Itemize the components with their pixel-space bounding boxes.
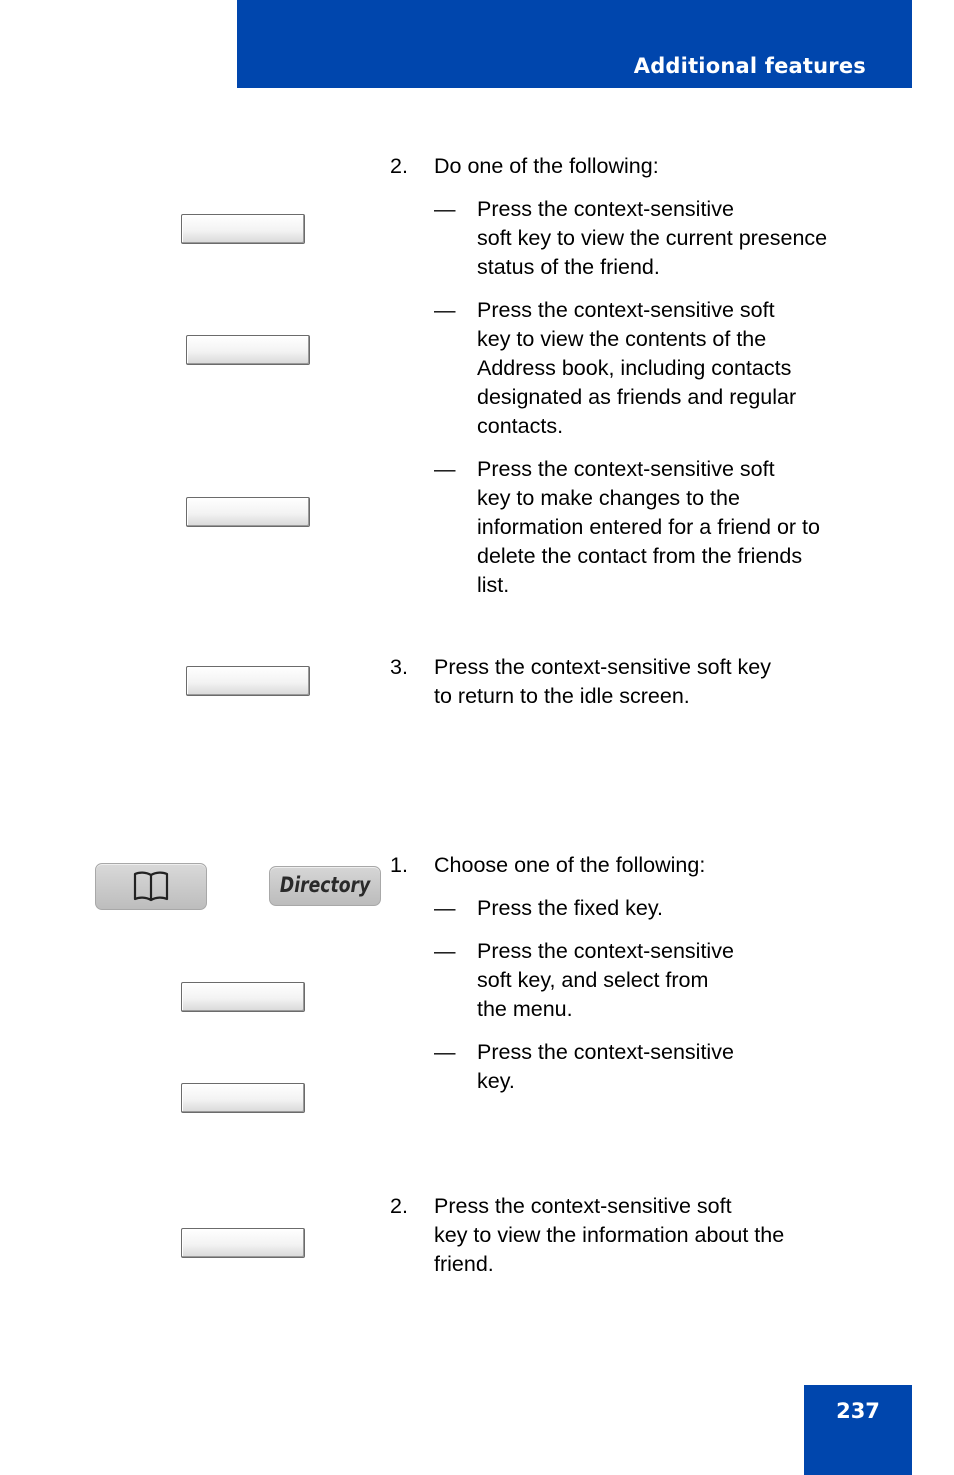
softkey-button[interactable]: [181, 1228, 305, 1258]
list-dash: —: [434, 298, 456, 322]
list-dash: —: [434, 896, 456, 920]
softkey-button[interactable]: [186, 497, 310, 527]
step-text: Choose one of the following:: [434, 853, 706, 877]
list-dash: —: [434, 457, 456, 481]
list-item: Press the context-sensitive soft key to make changes to the information entered for a friend or to delete the contact from the friends list.: [477, 457, 820, 597]
list-item: Press the context-sensitive soft key to view the current presence status of the friend.: [477, 197, 828, 279]
softkey-button[interactable]: [186, 666, 310, 696]
list-dash: —: [434, 197, 456, 221]
page-number-box: [804, 1385, 912, 1475]
list-item: Press the context-sensitive soft key, and select from the menu.: [477, 939, 734, 1021]
list-item: Press the context-sensitive key.: [477, 1040, 734, 1093]
directory-fixed-key[interactable]: [269, 866, 381, 906]
step-number: 2.: [390, 1194, 408, 1218]
softkey-button[interactable]: [186, 335, 310, 365]
step-number: 1.: [390, 853, 408, 877]
list-item: Press the fixed key.: [477, 896, 664, 920]
address-book-fixed-key[interactable]: [95, 863, 207, 910]
step-number: 3.: [390, 655, 408, 679]
section-title: Additional features: [633, 54, 866, 78]
softkey-button[interactable]: [181, 1083, 305, 1113]
softkey-button[interactable]: [181, 214, 305, 244]
step-number: 2.: [390, 154, 408, 178]
step-text: Press the context-sensitive soft key to view the information about the friend.: [434, 1194, 785, 1276]
step-text: Press the context-sensitive soft key to return to the idle screen.: [434, 655, 771, 708]
softkey-button[interactable]: [181, 982, 305, 1012]
list-dash: —: [434, 1040, 456, 1064]
directory-key-label: Directory: [279, 873, 371, 897]
list-item: Press the context-sensitive soft key to view the contents of the Address book, including contacts designated as friends and regular contacts.: [477, 298, 797, 438]
page-number: 237: [836, 1399, 880, 1423]
list-dash: —: [434, 939, 456, 963]
step-text: Do one of the following:: [434, 154, 659, 178]
header-bar: [237, 0, 912, 88]
open-book-icon: [132, 869, 170, 903]
